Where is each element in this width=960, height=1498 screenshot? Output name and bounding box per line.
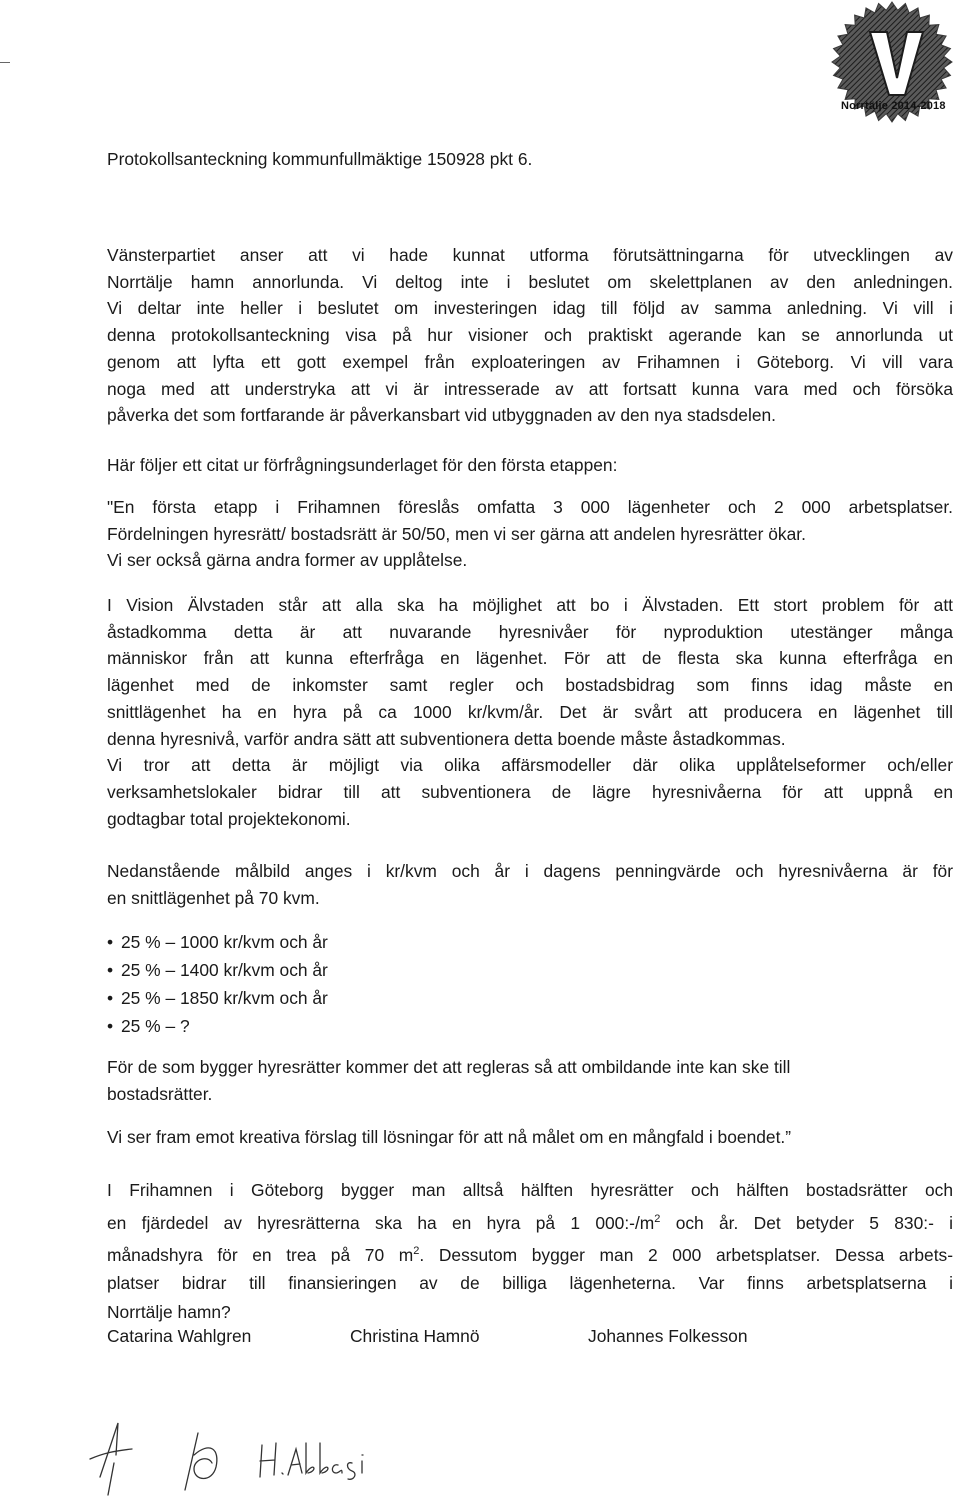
text-line: denna hyresnivå, varför andra sätt att subventionera detta boende måste åstadkommas. <box>107 728 786 749</box>
text-line: godtagbar total projektekonomi. <box>107 808 351 829</box>
page-title: Protokollsanteckning kommunfullmäktige 150928 pkt 6. <box>107 149 533 169</box>
intro-paragraph <box>107 242 953 429</box>
text-line: verksamhetslokaler bidrar till att subventionera de lägre hyresnivåerna för att uppnå en <box>107 781 953 802</box>
closing-paragraph <box>107 1176 953 1326</box>
text-line: månadshyra för en trea på 70 $m^2$. Dessutom bygger man 2 000 arbetsplatser. Dessa arbets- <box>107 1244 954 1265</box>
text-line: Vi tror att detta är möjligt via olika affärsmodeller där olika upplåtelseformer och/eller <box>107 755 953 776</box>
target-list <box>107 928 328 1040</box>
logo-caption: Norrtälje 2014-2018 <box>841 100 946 112</box>
text-line: snittlägenhet ha en hyra på ca 1000 kr/kvm/år. Det är svårt att producera en lägenhet till <box>107 701 953 722</box>
handwritten-signatures <box>70 1415 390 1498</box>
text-line: Norrtälje hamn annorlunda. Vi deltog inte i beslutet om skelettplanen av den anledningen. <box>107 271 953 292</box>
text-line: åstadkomma detta är att nuvarande hyresnivåer för nyproduktion utestänger många <box>107 621 953 642</box>
text-line: genom att lyfta ett gott exempel från exploateringen av Frihamnen i Göteborg. Vi vill vara <box>107 351 953 372</box>
text-line: För de som bygger hyresrätter kommer det att regleras så att ombildande inte kan ske till <box>107 1057 791 1077</box>
text-line: lägenhet med de inkomster samt regler och bostadsbidrag som finns idag måste en <box>107 675 953 696</box>
text-line: "En första etapp i Frihamnen föreslås omfatta 3 000 lägenheter och 2 000 arbetsplatser. <box>107 497 953 517</box>
list-item: • 25 % – 1850 kr/kvm och år <box>107 988 328 1008</box>
text-line: denna protokollsanteckning visa på hur visioner och praktiskt agerande kan se annorlunda ut <box>107 325 953 346</box>
text-line: Vi deltar inte heller i beslutet om investeringen idag till följd av samma anledning. Vi vill i <box>107 298 953 319</box>
text-line: Norrtälje hamn? <box>107 1301 231 1322</box>
text-line: en snittlägenhet på 70 kvm. <box>107 887 320 908</box>
signature-name: Catarina Wahlgren <box>107 1326 252 1346</box>
list-item: • 25 % – 1000 kr/kvm och år <box>107 932 328 952</box>
text-line: Nedanstående målbild anges i kr/kvm och år i dagens penningvärde och hyresnivåerna är för <box>107 861 953 881</box>
signature-names <box>0 1326 960 1356</box>
target-intro <box>107 858 953 911</box>
conversion-paragraph <box>107 1054 953 1107</box>
signature-name: Johannes Folkesson <box>588 1326 748 1346</box>
scan-edge-mark <box>0 62 10 63</box>
text-line: platser bidrar till finansieringen av de billiga lägenheterna. Var finns arbetsplatserna i <box>107 1273 953 1294</box>
quote-paragraph-2 <box>107 592 953 832</box>
text-line: bostadsrätter. <box>107 1083 213 1104</box>
list-item: • 25 % – ? <box>107 1016 190 1036</box>
quote-intro: Här följer ett citat ur förfrågningsunderlaget för den första etappen: <box>107 455 618 475</box>
text-line: Vi ser också gärna andra former av upplåtelse. <box>107 550 468 571</box>
quote-end: Vi ser fram emot kreativa förslag till lösningar för att nå målet om en mångfald i boendet.” <box>107 1127 792 1147</box>
text-line: en fjärdedel av hyresrätterna ska ha en hyra på 1 $000:-/m^2$ och år. Det betyder 5 830:- i <box>107 1212 954 1233</box>
list-item: • 25 % – 1400 kr/kvm och år <box>107 960 328 980</box>
text-line: Vänsterpartiet anser att vi hade kunnat utforma förutsättningarna för utvecklingen av <box>107 245 953 265</box>
text-line: I Frihamnen i Göteborg bygger man alltså hälften hyresrätter och hälften bostadsrätter och <box>107 1180 953 1200</box>
text-line: noga med att understryka att vi är intresserade av att fortsatt kunna vara med och försöka <box>107 378 953 399</box>
text-line: människor från att kunna efterfråga en lägenhet. För att de flesta ska kunna efterfråga en <box>107 648 953 669</box>
signature-name: Christina Hamnö <box>350 1326 480 1346</box>
text-line: Fördelningen hyresrätt/ bostadsrätt är 50/50, men vi ser gärna att andelen hyresrätter ökar. <box>107 523 806 544</box>
text-line: I Vision Älvstaden står att alla ska ha möjlighet att bo i Älvstaden. Ett stort problem för att <box>107 595 953 615</box>
text-line: påverka det som fortfarande är påverkansbart vid utbyggnaden av den nya stadsdelen. <box>107 405 776 426</box>
party-logo <box>825 0 960 125</box>
quote-paragraph-1 <box>107 494 953 574</box>
